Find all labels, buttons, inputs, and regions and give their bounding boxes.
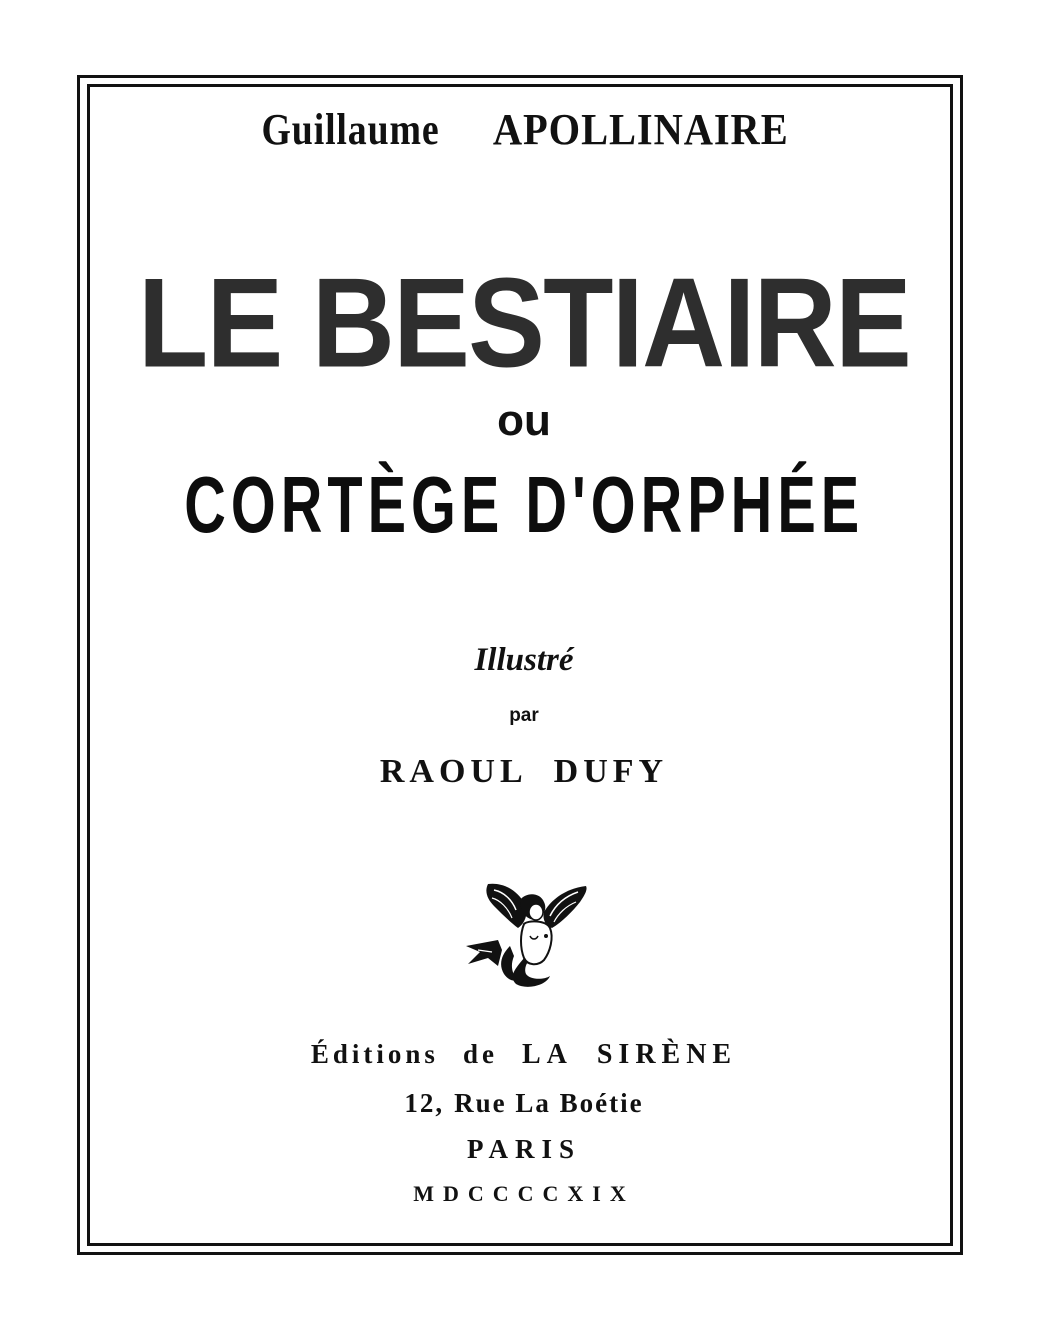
book-subtitle-text: CORTÈGE D'ORPHÉE [183,460,865,549]
publisher-name: SIRÈNE [596,1039,738,1070]
street-number: 12, [404,1088,445,1118]
publisher-city: PARIS [466,1134,581,1164]
author-name [0,104,1048,156]
by-label: par [509,705,539,726]
publisher-line [0,1034,1048,1075]
author-last-name: APOLLINAIRE [492,105,789,154]
winged-siren-icon [458,876,592,990]
street-name: Rue La Boétie [454,1088,644,1118]
title-conjunction: ou [497,396,551,445]
illustrator-name [0,750,1048,794]
publisher-connector: de [462,1039,498,1069]
illustrator-last-name: DUFY [553,753,669,790]
publication-year: MDCCCCXIX [413,1181,635,1206]
author-first-name: Guillaume [261,105,440,154]
publisher-address [0,1084,1048,1122]
publisher-article: LA [521,1039,573,1070]
illustrator-first-name: RAOUL [379,753,528,790]
publisher-prefix: Éditions [310,1039,439,1069]
illustrated-label: Illustré [474,642,574,678]
book-title [0,252,1048,395]
book-subtitle [0,462,1048,548]
book-title-text: LE BESTIAIRE [137,252,911,395]
